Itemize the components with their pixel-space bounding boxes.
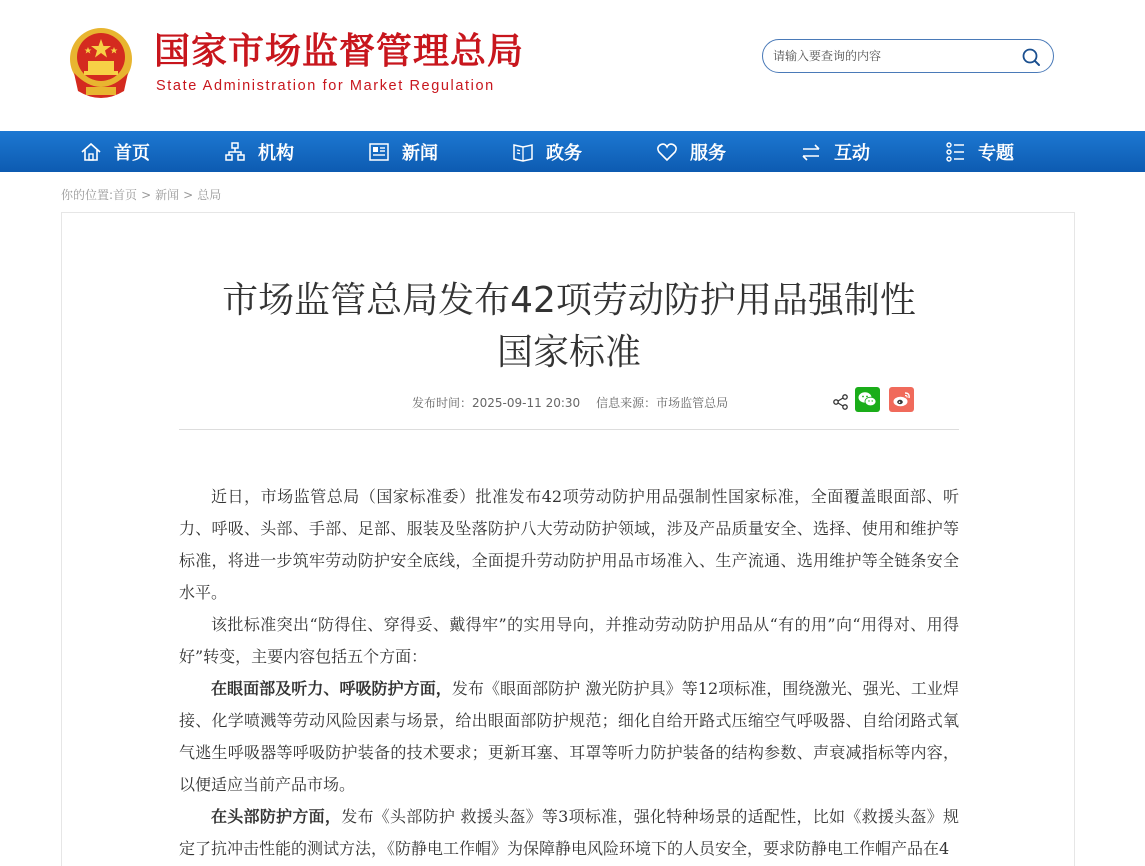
site-logo-subtitle[interactable]: State Administration for Market Regulation: [156, 78, 495, 94]
news-icon: [368, 141, 390, 163]
nav-item-interaction[interactable]: [800, 131, 870, 172]
breadcrumb-prefix: 你的位置:: [61, 188, 114, 202]
weibo-share-icon[interactable]: [889, 387, 914, 412]
breadcrumb-separator: >: [183, 188, 194, 202]
paragraph-text: 发布《眼面部防护 激光防护具》等12项标准，围绕激光、强光、工业焊接、化学喷溅等劳动风险因素与场景，给出眼面部防护规范；细化自给开路式压缩空气呼吸器、自给闭路式氧气逃生呼吸器等呼吸防护装备的技术要求；更新耳塞、耳罩等听力防护装备的结构参数、声衰减指标等内容，以便适应当前产品市场。: [179, 679, 959, 794]
publish-time: 2025-09-11 20:30: [472, 396, 581, 410]
nav-item-label: 新闻: [402, 142, 438, 164]
article-paragraph: [179, 481, 959, 609]
nav-item-label: 专题: [978, 142, 1014, 164]
wechat-share-icon[interactable]: [855, 387, 880, 412]
search-box: [762, 39, 1054, 73]
breadcrumb-item-home[interactable]: 首页: [113, 188, 138, 202]
site-logo-title[interactable]: 国家市场监督管理总局: [154, 31, 525, 72]
article-meta: [412, 394, 728, 411]
nav-item-affairs[interactable]: [512, 131, 582, 172]
article-container: [61, 212, 1075, 866]
home-icon: [80, 141, 102, 163]
nav-item-label: 服务: [690, 142, 726, 164]
publish-label: 发布时间：: [412, 396, 473, 410]
nav-item-label: 政务: [546, 142, 582, 164]
paragraph-lead: 在头部防护方面，: [211, 807, 342, 826]
breadcrumb-item-news[interactable]: 新闻: [155, 188, 180, 202]
title-divider: [179, 429, 959, 430]
source-label: 信息来源：: [596, 396, 657, 410]
org-icon: [224, 141, 246, 163]
article-title: [162, 275, 976, 379]
article-title-line1: 市场监管总局发布42项劳动防护用品强制性: [222, 280, 916, 321]
weibo-icon: [889, 387, 914, 412]
nav-item-home[interactable]: [80, 131, 150, 172]
main-nav: [0, 131, 1145, 172]
paragraph-text: 发布《头部防护 救援头盔》等3项标准，强化特种场景的适配性，比如《救援头盔》规定了抗冲击性能的测试方法，《防静电工作帽》为保障静电风险环境下的人员安全，要求防静电工作帽产品在4: [179, 807, 959, 858]
breadcrumb-item-headquarters[interactable]: 总局: [197, 188, 222, 202]
paragraph-text: 该批标准突出“防得住、穿得妥、戴得牢”的实用导向，并推动劳动防护用品从“有的用”向“用得对、用得好”转变，主要内容包括五个方面：: [179, 615, 959, 666]
paragraph-text: 近日，市场监管总局（国家标准委）批准发布42项劳动防护用品强制性国家标准，全面覆盖眼面部、听力、呼吸、头部、手部、足部、服装及坠落防护八大劳动防护领域，涉及产品质量安全、选择、使用和维护等标准，将进一步筑牢劳动防护安全底线，全面提升劳动防护用品市场准入、生产流通、选用维护等全链条安全水平。: [179, 487, 959, 602]
nav-item-label: 互动: [834, 142, 870, 164]
exchange-icon: [800, 141, 822, 163]
heart-icon: [656, 141, 678, 163]
article-body: [179, 481, 959, 865]
affairs-icon: [512, 141, 534, 163]
paragraph-lead: 在眼面部及听力、呼吸防护方面，: [211, 679, 452, 698]
share-icon[interactable]: [832, 393, 850, 411]
article-paragraph: [179, 673, 959, 801]
nav-item-news[interactable]: [368, 131, 438, 172]
national-emblem-icon[interactable]: [66, 25, 136, 101]
nav-item-label: 机构: [258, 142, 294, 164]
nav-item-topics[interactable]: [944, 131, 1014, 172]
article-title-line2: 国家标准: [496, 332, 641, 373]
nav-item-organization[interactable]: [224, 131, 294, 172]
search-icon[interactable]: [1021, 47, 1041, 67]
article-paragraph: [179, 609, 959, 673]
nav-item-service[interactable]: [656, 131, 726, 172]
breadcrumb: [61, 186, 221, 203]
search-input[interactable]: [773, 46, 1013, 66]
nav-item-label: 首页: [114, 142, 150, 164]
topic-icon: [944, 141, 966, 163]
source-name: 市场监管总局: [656, 396, 729, 410]
article-paragraph: [179, 801, 959, 865]
wechat-icon: [855, 387, 880, 412]
breadcrumb-separator: >: [141, 188, 152, 202]
site-header: [0, 0, 1145, 131]
